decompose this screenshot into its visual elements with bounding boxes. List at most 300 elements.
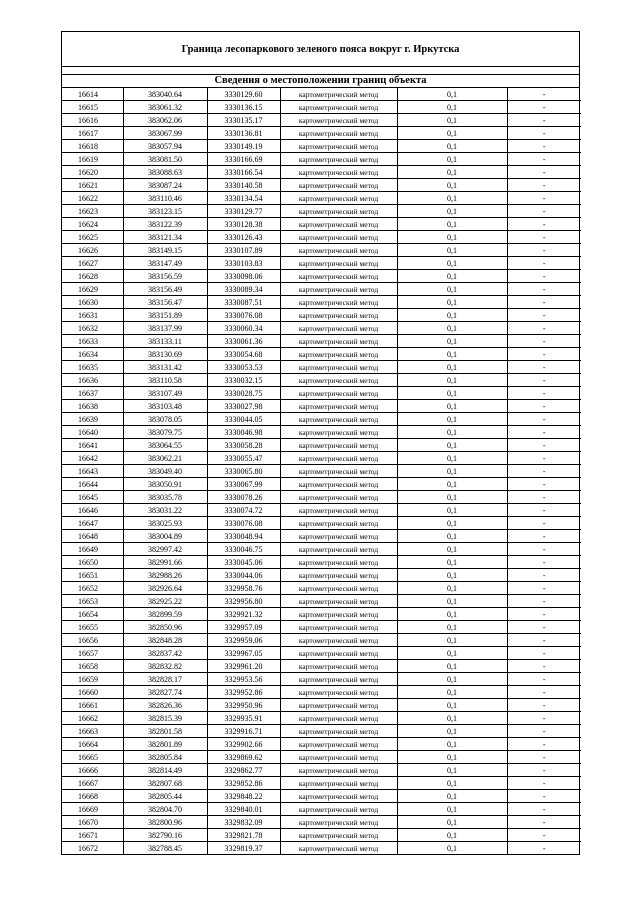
method-cell: картометрический метод bbox=[280, 140, 397, 153]
point-number-cell: 16635 bbox=[62, 361, 123, 374]
point-number-cell: 16621 bbox=[62, 179, 123, 192]
note-cell: - bbox=[507, 426, 581, 439]
point-number-cell: 16614 bbox=[62, 88, 123, 101]
y-coordinate-cell: 3330136.81 bbox=[207, 127, 280, 140]
point-number-cell: 16665 bbox=[62, 751, 123, 764]
method-cell: картометрический метод bbox=[280, 322, 397, 335]
method-cell: картометрический метод bbox=[280, 452, 397, 465]
table-row bbox=[62, 491, 581, 504]
y-coordinate-cell: 3329921.32 bbox=[207, 608, 280, 621]
note-cell: - bbox=[507, 231, 581, 244]
accuracy-cell: 0,1 bbox=[397, 673, 507, 686]
accuracy-cell: 0,1 bbox=[397, 582, 507, 595]
method-cell: картометрический метод bbox=[280, 478, 397, 491]
y-coordinate-cell: 3330061.36 bbox=[207, 335, 280, 348]
y-coordinate-cell: 3330076.08 bbox=[207, 309, 280, 322]
spacer-row bbox=[62, 67, 579, 75]
note-cell: - bbox=[507, 283, 581, 296]
method-cell: картометрический метод bbox=[280, 595, 397, 608]
x-coordinate-cell: 383049.40 bbox=[123, 465, 207, 478]
accuracy-cell: 0,1 bbox=[397, 816, 507, 829]
x-coordinate-cell: 383131.42 bbox=[123, 361, 207, 374]
accuracy-cell: 0,1 bbox=[397, 712, 507, 725]
table-row bbox=[62, 478, 581, 491]
x-coordinate-cell: 383110.58 bbox=[123, 374, 207, 387]
point-number-cell: 16619 bbox=[62, 153, 123, 166]
x-coordinate-cell: 383079.75 bbox=[123, 426, 207, 439]
note-cell: - bbox=[507, 829, 581, 842]
table-row bbox=[62, 296, 581, 309]
y-coordinate-cell: 3330107.89 bbox=[207, 244, 280, 257]
table-row bbox=[62, 699, 581, 712]
y-coordinate-cell: 3330032.15 bbox=[207, 374, 280, 387]
method-cell: картометрический метод bbox=[280, 582, 397, 595]
x-coordinate-cell: 382801.58 bbox=[123, 725, 207, 738]
x-coordinate-cell: 383087.24 bbox=[123, 179, 207, 192]
method-cell: картометрический метод bbox=[280, 816, 397, 829]
note-cell: - bbox=[507, 452, 581, 465]
y-coordinate-cell: 3330149.19 bbox=[207, 140, 280, 153]
method-cell: картометрический метод bbox=[280, 439, 397, 452]
table-row bbox=[62, 621, 581, 634]
table-row bbox=[62, 244, 581, 257]
method-cell: картометрический метод bbox=[280, 179, 397, 192]
accuracy-cell: 0,1 bbox=[397, 205, 507, 218]
method-cell: картометрический метод bbox=[280, 335, 397, 348]
accuracy-cell: 0,1 bbox=[397, 322, 507, 335]
y-coordinate-cell: 3330045.06 bbox=[207, 556, 280, 569]
document-title: Граница лесопаркового зеленого пояса вокруг г. Иркутска bbox=[62, 32, 579, 67]
table-row bbox=[62, 361, 581, 374]
x-coordinate-cell: 383062.21 bbox=[123, 452, 207, 465]
method-cell: картометрический метод bbox=[280, 764, 397, 777]
point-number-cell: 16616 bbox=[62, 114, 123, 127]
point-number-cell: 16636 bbox=[62, 374, 123, 387]
note-cell: - bbox=[507, 101, 581, 114]
accuracy-cell: 0,1 bbox=[397, 439, 507, 452]
point-number-cell: 16637 bbox=[62, 387, 123, 400]
y-coordinate-cell: 3330128.38 bbox=[207, 218, 280, 231]
accuracy-cell: 0,1 bbox=[397, 777, 507, 790]
note-cell: - bbox=[507, 595, 581, 608]
y-coordinate-cell: 3330136.15 bbox=[207, 101, 280, 114]
x-coordinate-cell: 382925.22 bbox=[123, 595, 207, 608]
table-row bbox=[62, 348, 581, 361]
y-coordinate-cell: 3329852.86 bbox=[207, 777, 280, 790]
method-cell: картометрический метод bbox=[280, 88, 397, 101]
method-cell: картометрический метод bbox=[280, 790, 397, 803]
y-coordinate-cell: 3329956.80 bbox=[207, 595, 280, 608]
table-row bbox=[62, 309, 581, 322]
y-coordinate-cell: 3330074.72 bbox=[207, 504, 280, 517]
accuracy-cell: 0,1 bbox=[397, 842, 507, 855]
x-coordinate-cell: 382788.45 bbox=[123, 842, 207, 855]
note-cell: - bbox=[507, 686, 581, 699]
method-cell: картометрический метод bbox=[280, 712, 397, 725]
x-coordinate-cell: 383130.69 bbox=[123, 348, 207, 361]
accuracy-cell: 0,1 bbox=[397, 543, 507, 556]
y-coordinate-cell: 3329848.22 bbox=[207, 790, 280, 803]
accuracy-cell: 0,1 bbox=[397, 88, 507, 101]
accuracy-cell: 0,1 bbox=[397, 179, 507, 192]
table-row bbox=[62, 608, 581, 621]
y-coordinate-cell: 3330067.99 bbox=[207, 478, 280, 491]
point-number-cell: 16655 bbox=[62, 621, 123, 634]
table-row bbox=[62, 803, 581, 816]
table-row bbox=[62, 439, 581, 452]
y-coordinate-cell: 3330048.94 bbox=[207, 530, 280, 543]
note-cell: - bbox=[507, 244, 581, 257]
x-coordinate-cell: 382790.16 bbox=[123, 829, 207, 842]
y-coordinate-cell: 3330065.80 bbox=[207, 465, 280, 478]
table-row bbox=[62, 335, 581, 348]
method-cell: картометрический метод bbox=[280, 621, 397, 634]
method-cell: картометрический метод bbox=[280, 426, 397, 439]
coordinates-table bbox=[62, 88, 581, 854]
point-number-cell: 16630 bbox=[62, 296, 123, 309]
table-row bbox=[62, 283, 581, 296]
point-number-cell: 16670 bbox=[62, 816, 123, 829]
point-number-cell: 16638 bbox=[62, 400, 123, 413]
point-number-cell: 16620 bbox=[62, 166, 123, 179]
method-cell: картометрический метод bbox=[280, 517, 397, 530]
method-cell: картометрический метод bbox=[280, 205, 397, 218]
table-row bbox=[62, 127, 581, 140]
note-cell: - bbox=[507, 803, 581, 816]
method-cell: картометрический метод bbox=[280, 725, 397, 738]
table-row bbox=[62, 725, 581, 738]
accuracy-cell: 0,1 bbox=[397, 595, 507, 608]
note-cell: - bbox=[507, 738, 581, 751]
section-subtitle: Сведения о местоположении границ объекта bbox=[62, 75, 579, 88]
x-coordinate-cell: 383133.11 bbox=[123, 335, 207, 348]
x-coordinate-cell: 382827.74 bbox=[123, 686, 207, 699]
note-cell: - bbox=[507, 660, 581, 673]
accuracy-cell: 0,1 bbox=[397, 764, 507, 777]
y-coordinate-cell: 3330087.51 bbox=[207, 296, 280, 309]
x-coordinate-cell: 382807.68 bbox=[123, 777, 207, 790]
table-row bbox=[62, 465, 581, 478]
document-frame bbox=[61, 31, 580, 855]
point-number-cell: 16618 bbox=[62, 140, 123, 153]
method-cell: картометрический метод bbox=[280, 400, 397, 413]
accuracy-cell: 0,1 bbox=[397, 725, 507, 738]
x-coordinate-cell: 383067.99 bbox=[123, 127, 207, 140]
note-cell: - bbox=[507, 647, 581, 660]
accuracy-cell: 0,1 bbox=[397, 374, 507, 387]
y-coordinate-cell: 3329953.56 bbox=[207, 673, 280, 686]
x-coordinate-cell: 382899.59 bbox=[123, 608, 207, 621]
y-coordinate-cell: 3330166.69 bbox=[207, 153, 280, 166]
x-coordinate-cell: 383081.50 bbox=[123, 153, 207, 166]
y-coordinate-cell: 3329821.78 bbox=[207, 829, 280, 842]
note-cell: - bbox=[507, 309, 581, 322]
y-coordinate-cell: 3330055.47 bbox=[207, 452, 280, 465]
method-cell: картометрический метод bbox=[280, 348, 397, 361]
x-coordinate-cell: 383110.46 bbox=[123, 192, 207, 205]
point-number-cell: 16656 bbox=[62, 634, 123, 647]
x-coordinate-cell: 383149.15 bbox=[123, 244, 207, 257]
y-coordinate-cell: 3330060.34 bbox=[207, 322, 280, 335]
point-number-cell: 16615 bbox=[62, 101, 123, 114]
point-number-cell: 16657 bbox=[62, 647, 123, 660]
method-cell: картометрический метод bbox=[280, 283, 397, 296]
accuracy-cell: 0,1 bbox=[397, 530, 507, 543]
x-coordinate-cell: 382800.96 bbox=[123, 816, 207, 829]
table-row bbox=[62, 751, 581, 764]
table-row bbox=[62, 712, 581, 725]
point-number-cell: 16622 bbox=[62, 192, 123, 205]
point-number-cell: 16632 bbox=[62, 322, 123, 335]
y-coordinate-cell: 3330046.75 bbox=[207, 543, 280, 556]
table-row bbox=[62, 842, 581, 855]
point-number-cell: 16664 bbox=[62, 738, 123, 751]
y-coordinate-cell: 3329961.20 bbox=[207, 660, 280, 673]
note-cell: - bbox=[507, 270, 581, 283]
method-cell: картометрический метод bbox=[280, 231, 397, 244]
x-coordinate-cell: 382848.28 bbox=[123, 634, 207, 647]
point-number-cell: 16626 bbox=[62, 244, 123, 257]
point-number-cell: 16648 bbox=[62, 530, 123, 543]
x-coordinate-cell: 382826.36 bbox=[123, 699, 207, 712]
point-number-cell: 16642 bbox=[62, 452, 123, 465]
method-cell: картометрический метод bbox=[280, 192, 397, 205]
table-row bbox=[62, 257, 581, 270]
x-coordinate-cell: 382828.17 bbox=[123, 673, 207, 686]
method-cell: картометрический метод bbox=[280, 803, 397, 816]
point-number-cell: 16629 bbox=[62, 283, 123, 296]
x-coordinate-cell: 382837.42 bbox=[123, 647, 207, 660]
point-number-cell: 16634 bbox=[62, 348, 123, 361]
x-coordinate-cell: 383004.89 bbox=[123, 530, 207, 543]
note-cell: - bbox=[507, 400, 581, 413]
x-coordinate-cell: 383031.22 bbox=[123, 504, 207, 517]
method-cell: картометрический метод bbox=[280, 829, 397, 842]
method-cell: картометрический метод bbox=[280, 101, 397, 114]
table-row bbox=[62, 777, 581, 790]
accuracy-cell: 0,1 bbox=[397, 426, 507, 439]
note-cell: - bbox=[507, 257, 581, 270]
y-coordinate-cell: 3330129.60 bbox=[207, 88, 280, 101]
point-number-cell: 16659 bbox=[62, 673, 123, 686]
method-cell: картометрический метод bbox=[280, 504, 397, 517]
method-cell: картометрический метод bbox=[280, 374, 397, 387]
table-row bbox=[62, 452, 581, 465]
table-row bbox=[62, 426, 581, 439]
x-coordinate-cell: 383088.63 bbox=[123, 166, 207, 179]
y-coordinate-cell: 3330078.26 bbox=[207, 491, 280, 504]
table-row bbox=[62, 153, 581, 166]
method-cell: картометрический метод bbox=[280, 751, 397, 764]
note-cell: - bbox=[507, 582, 581, 595]
accuracy-cell: 0,1 bbox=[397, 569, 507, 582]
accuracy-cell: 0,1 bbox=[397, 556, 507, 569]
method-cell: картометрический метод bbox=[280, 673, 397, 686]
note-cell: - bbox=[507, 751, 581, 764]
accuracy-cell: 0,1 bbox=[397, 413, 507, 426]
method-cell: картометрический метод bbox=[280, 777, 397, 790]
y-coordinate-cell: 3330046.98 bbox=[207, 426, 280, 439]
accuracy-cell: 0,1 bbox=[397, 257, 507, 270]
point-number-cell: 16639 bbox=[62, 413, 123, 426]
y-coordinate-cell: 3329832.09 bbox=[207, 816, 280, 829]
accuracy-cell: 0,1 bbox=[397, 153, 507, 166]
table-row bbox=[62, 530, 581, 543]
accuracy-cell: 0,1 bbox=[397, 452, 507, 465]
point-number-cell: 16631 bbox=[62, 309, 123, 322]
method-cell: картометрический метод bbox=[280, 699, 397, 712]
note-cell: - bbox=[507, 517, 581, 530]
table-body bbox=[62, 88, 581, 854]
point-number-cell: 16623 bbox=[62, 205, 123, 218]
note-cell: - bbox=[507, 140, 581, 153]
method-cell: картометрический метод bbox=[280, 244, 397, 257]
y-coordinate-cell: 3330129.77 bbox=[207, 205, 280, 218]
table-row bbox=[62, 595, 581, 608]
method-cell: картометрический метод bbox=[280, 413, 397, 426]
note-cell: - bbox=[507, 777, 581, 790]
x-coordinate-cell: 383156.59 bbox=[123, 270, 207, 283]
accuracy-cell: 0,1 bbox=[397, 517, 507, 530]
note-cell: - bbox=[507, 88, 581, 101]
method-cell: картометрический метод bbox=[280, 270, 397, 283]
note-cell: - bbox=[507, 699, 581, 712]
x-coordinate-cell: 382997.42 bbox=[123, 543, 207, 556]
note-cell: - bbox=[507, 543, 581, 556]
y-coordinate-cell: 3330089.34 bbox=[207, 283, 280, 296]
accuracy-cell: 0,1 bbox=[397, 634, 507, 647]
x-coordinate-cell: 383050.91 bbox=[123, 478, 207, 491]
point-number-cell: 16661 bbox=[62, 699, 123, 712]
y-coordinate-cell: 3330135.17 bbox=[207, 114, 280, 127]
table-row bbox=[62, 101, 581, 114]
note-cell: - bbox=[507, 387, 581, 400]
point-number-cell: 16627 bbox=[62, 257, 123, 270]
note-cell: - bbox=[507, 374, 581, 387]
accuracy-cell: 0,1 bbox=[397, 491, 507, 504]
method-cell: картометрический метод bbox=[280, 465, 397, 478]
point-number-cell: 16653 bbox=[62, 595, 123, 608]
accuracy-cell: 0,1 bbox=[397, 101, 507, 114]
accuracy-cell: 0,1 bbox=[397, 361, 507, 374]
y-coordinate-cell: 3330134.54 bbox=[207, 192, 280, 205]
y-coordinate-cell: 3330053.53 bbox=[207, 361, 280, 374]
point-number-cell: 16646 bbox=[62, 504, 123, 517]
accuracy-cell: 0,1 bbox=[397, 244, 507, 257]
x-coordinate-cell: 382832.82 bbox=[123, 660, 207, 673]
note-cell: - bbox=[507, 335, 581, 348]
point-number-cell: 16624 bbox=[62, 218, 123, 231]
table-row bbox=[62, 660, 581, 673]
point-number-cell: 16654 bbox=[62, 608, 123, 621]
x-coordinate-cell: 383121.34 bbox=[123, 231, 207, 244]
table-row bbox=[62, 582, 581, 595]
y-coordinate-cell: 3329916.71 bbox=[207, 725, 280, 738]
table-row bbox=[62, 231, 581, 244]
note-cell: - bbox=[507, 296, 581, 309]
method-cell: картометрический метод bbox=[280, 361, 397, 374]
accuracy-cell: 0,1 bbox=[397, 231, 507, 244]
accuracy-cell: 0,1 bbox=[397, 790, 507, 803]
table-row bbox=[62, 387, 581, 400]
x-coordinate-cell: 383025.93 bbox=[123, 517, 207, 530]
note-cell: - bbox=[507, 413, 581, 426]
method-cell: картометрический метод bbox=[280, 491, 397, 504]
table-row bbox=[62, 140, 581, 153]
note-cell: - bbox=[507, 530, 581, 543]
point-number-cell: 16633 bbox=[62, 335, 123, 348]
y-coordinate-cell: 3329950.96 bbox=[207, 699, 280, 712]
accuracy-cell: 0,1 bbox=[397, 387, 507, 400]
accuracy-cell: 0,1 bbox=[397, 296, 507, 309]
note-cell: - bbox=[507, 478, 581, 491]
x-coordinate-cell: 383151.89 bbox=[123, 309, 207, 322]
note-cell: - bbox=[507, 556, 581, 569]
point-number-cell: 16641 bbox=[62, 439, 123, 452]
table-row bbox=[62, 816, 581, 829]
note-cell: - bbox=[507, 153, 581, 166]
y-coordinate-cell: 3329959.06 bbox=[207, 634, 280, 647]
note-cell: - bbox=[507, 218, 581, 231]
accuracy-cell: 0,1 bbox=[397, 699, 507, 712]
point-number-cell: 16672 bbox=[62, 842, 123, 855]
method-cell: картометрический метод bbox=[280, 127, 397, 140]
point-number-cell: 16650 bbox=[62, 556, 123, 569]
table-row bbox=[62, 569, 581, 582]
x-coordinate-cell: 382988.26 bbox=[123, 569, 207, 582]
accuracy-cell: 0,1 bbox=[397, 140, 507, 153]
y-coordinate-cell: 3329840.01 bbox=[207, 803, 280, 816]
table-row bbox=[62, 543, 581, 556]
method-cell: картометрический метод bbox=[280, 530, 397, 543]
table-row bbox=[62, 374, 581, 387]
accuracy-cell: 0,1 bbox=[397, 660, 507, 673]
method-cell: картометрический метод bbox=[280, 153, 397, 166]
point-number-cell: 16649 bbox=[62, 543, 123, 556]
accuracy-cell: 0,1 bbox=[397, 335, 507, 348]
note-cell: - bbox=[507, 439, 581, 452]
y-coordinate-cell: 3329967.05 bbox=[207, 647, 280, 660]
point-number-cell: 16643 bbox=[62, 465, 123, 478]
y-coordinate-cell: 3330166.54 bbox=[207, 166, 280, 179]
x-coordinate-cell: 382814.49 bbox=[123, 764, 207, 777]
method-cell: картометрический метод bbox=[280, 686, 397, 699]
y-coordinate-cell: 3330126.43 bbox=[207, 231, 280, 244]
point-number-cell: 16645 bbox=[62, 491, 123, 504]
table-row bbox=[62, 517, 581, 530]
point-number-cell: 16671 bbox=[62, 829, 123, 842]
point-number-cell: 16652 bbox=[62, 582, 123, 595]
x-coordinate-cell: 383107.49 bbox=[123, 387, 207, 400]
point-number-cell: 16666 bbox=[62, 764, 123, 777]
table-row bbox=[62, 205, 581, 218]
note-cell: - bbox=[507, 725, 581, 738]
accuracy-cell: 0,1 bbox=[397, 751, 507, 764]
method-cell: картометрический метод bbox=[280, 660, 397, 673]
table-row bbox=[62, 504, 581, 517]
x-coordinate-cell: 383156.49 bbox=[123, 283, 207, 296]
x-coordinate-cell: 383122.39 bbox=[123, 218, 207, 231]
point-number-cell: 16628 bbox=[62, 270, 123, 283]
y-coordinate-cell: 3329952.86 bbox=[207, 686, 280, 699]
accuracy-cell: 0,1 bbox=[397, 218, 507, 231]
y-coordinate-cell: 3329957.09 bbox=[207, 621, 280, 634]
point-number-cell: 16668 bbox=[62, 790, 123, 803]
point-number-cell: 16658 bbox=[62, 660, 123, 673]
y-coordinate-cell: 3330044.06 bbox=[207, 569, 280, 582]
note-cell: - bbox=[507, 179, 581, 192]
table-row bbox=[62, 790, 581, 803]
